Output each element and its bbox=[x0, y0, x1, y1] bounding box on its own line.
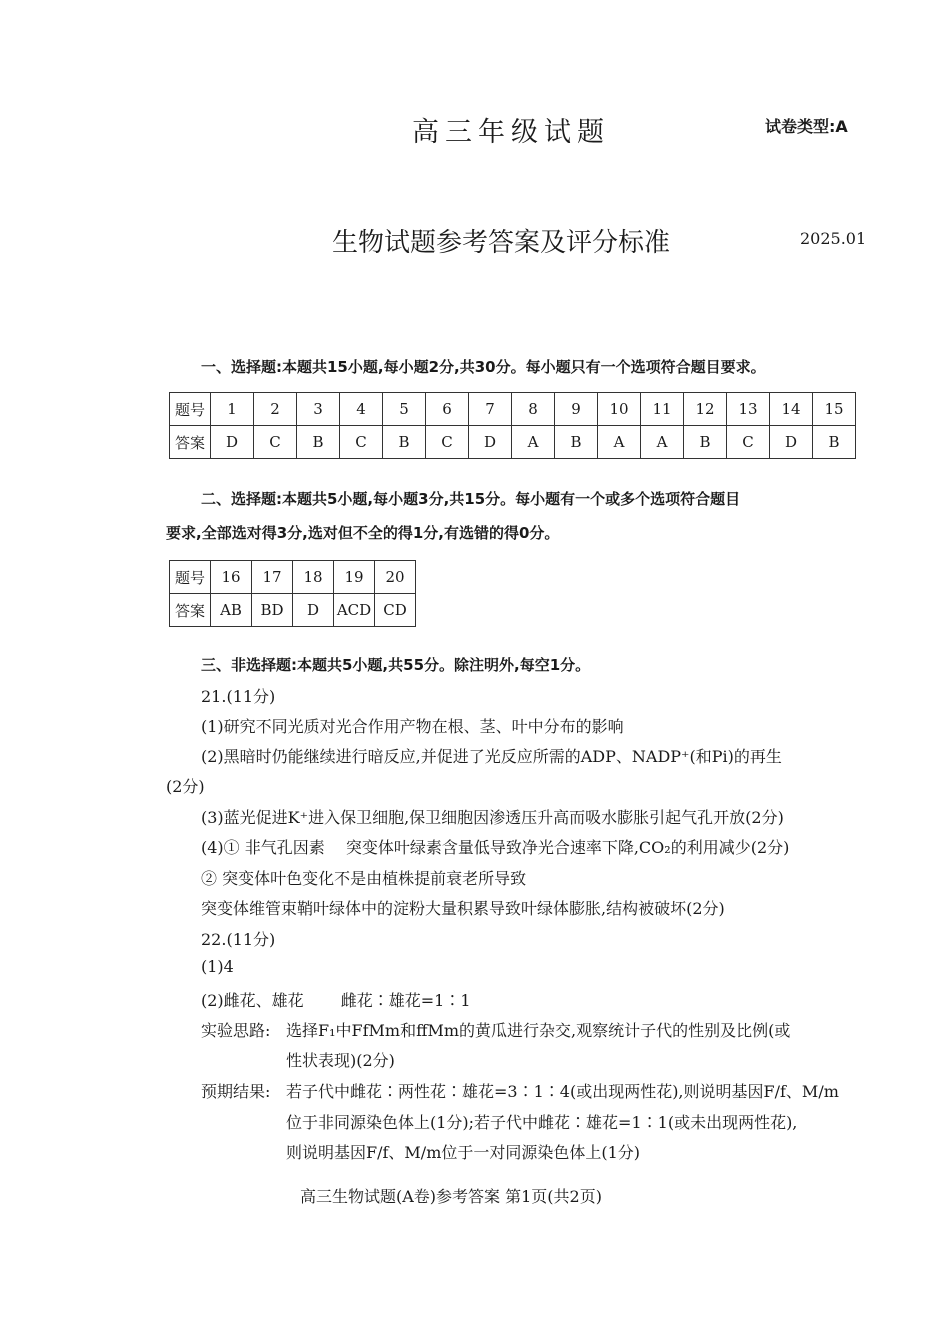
question-number: 5 bbox=[383, 393, 426, 426]
question-number: 12 bbox=[684, 393, 727, 426]
answer-cell: D bbox=[469, 426, 512, 459]
row-label-question: 题号 bbox=[170, 561, 211, 594]
q21-part1: (1)研究不同光质对光合作用产物在根、茎、叶中分布的影响 bbox=[201, 717, 624, 736]
section2-heading-line2: 要求,全部选对得3分,选对但不全的得1分,有选错的得0分。 bbox=[166, 524, 560, 542]
section1-heading: 一、选择题:本题共15小题,每小题2分,共30分。每小题只有一个选项符合题目要求。 bbox=[201, 358, 766, 376]
answer-cell: A bbox=[598, 426, 641, 459]
answer-cell: D bbox=[293, 594, 334, 627]
answer-cell: D bbox=[770, 426, 813, 459]
document-date: 2025.01 bbox=[800, 229, 867, 248]
experiment-idea-line1: 选择F₁中FfMm和ffMm的黄瓜进行杂交,观察统计子代的性别及比例(或 bbox=[286, 1021, 791, 1040]
answer-row bbox=[170, 426, 856, 459]
q21-part2-score: (2分) bbox=[166, 777, 205, 796]
question-number: 2 bbox=[254, 393, 297, 426]
expected-result-line3: 则说明基因F/f、M/m位于一对同源染色体上(1分) bbox=[286, 1143, 641, 1162]
expected-result-line2: 位于非同源染色体上(1分);若子代中雌花∶雄花=1∶1(或未出现两性花), bbox=[286, 1113, 798, 1132]
question-number: 1 bbox=[211, 393, 254, 426]
expected-result-label: 预期结果: bbox=[201, 1082, 271, 1101]
row-label-answer: 答案 bbox=[170, 594, 211, 627]
section1-answer-table bbox=[169, 392, 856, 459]
question-number: 8 bbox=[512, 393, 555, 426]
section3-heading: 三、非选择题:本题共5小题,共55分。除注明外,每空1分。 bbox=[201, 656, 591, 674]
q22-part1: (1)4 bbox=[201, 957, 234, 976]
question-number: 6 bbox=[426, 393, 469, 426]
question-number: 10 bbox=[598, 393, 641, 426]
answer-row bbox=[170, 594, 416, 627]
question-number: 15 bbox=[813, 393, 856, 426]
q21-part4-2: ② 突变体叶色变化不是由植株提前衰老所导致 bbox=[201, 869, 527, 888]
row-label-question: 题号 bbox=[170, 393, 211, 426]
answer-cell: BD bbox=[252, 594, 293, 627]
row-label-answer: 答案 bbox=[170, 426, 211, 459]
question-number: 19 bbox=[334, 561, 375, 594]
q21-title: 21.(11分) bbox=[201, 687, 276, 706]
answer-cell: C bbox=[727, 426, 770, 459]
question-number: 11 bbox=[641, 393, 684, 426]
question-number: 14 bbox=[770, 393, 813, 426]
expected-result-line1: 若子代中雌花∶两性花∶雄花=3∶1∶4(或出现两性花),则说明基因F/f、M/m bbox=[286, 1082, 839, 1101]
answer-cell: C bbox=[254, 426, 297, 459]
answer-cell: B bbox=[555, 426, 598, 459]
paper-type-label: 试卷类型:A bbox=[765, 117, 848, 136]
answer-cell: ACD bbox=[334, 594, 375, 627]
question-number: 9 bbox=[555, 393, 598, 426]
page-footer: 高三生物试题(A卷)参考答案 第1页(共2页) bbox=[300, 1187, 602, 1206]
q22-title: 22.(11分) bbox=[201, 930, 276, 949]
question-number: 20 bbox=[375, 561, 416, 594]
experiment-idea-line2: 性状表现)(2分) bbox=[286, 1051, 395, 1070]
answer-cell: A bbox=[512, 426, 555, 459]
answer-cell: A bbox=[641, 426, 684, 459]
question-number: 3 bbox=[297, 393, 340, 426]
answer-cell: CD bbox=[375, 594, 416, 627]
question-number-row bbox=[170, 393, 856, 426]
q21-part2: (2)黑暗时仍能继续进行暗反应,并促进了光反应所需的ADP、NADP⁺(和Pi)的再生 bbox=[201, 747, 782, 766]
q22-part2: (2)雌花、雄花 雌花∶雄花=1∶1 bbox=[201, 991, 471, 1010]
section2-heading-line1: 二、选择题:本题共5小题,每小题3分,共15分。每小题有一个或多个选项符合题目 bbox=[201, 490, 741, 508]
answer-cell: C bbox=[426, 426, 469, 459]
question-number: 13 bbox=[727, 393, 770, 426]
q21-part3: (3)蓝光促进K⁺进入保卫细胞,保卫细胞因渗透压升高而吸水膨胀引起气孔开放(2分) bbox=[201, 808, 784, 827]
section2-answer-table bbox=[169, 560, 416, 627]
experiment-idea-label: 实验思路: bbox=[201, 1021, 271, 1040]
answer-cell: AB bbox=[211, 594, 252, 627]
answer-cell: C bbox=[340, 426, 383, 459]
exam-header-title: 高三年级试题 bbox=[412, 117, 610, 148]
answer-cell: D bbox=[211, 426, 254, 459]
q21-part4: (4)① 非气孔因素 突变体叶绿素含量低导致净光合速率下降,CO₂的利用减少(2分) bbox=[201, 838, 790, 857]
question-number: 17 bbox=[252, 561, 293, 594]
answer-cell: B bbox=[813, 426, 856, 459]
question-number: 7 bbox=[469, 393, 512, 426]
question-number-row bbox=[170, 561, 416, 594]
answer-cell: B bbox=[684, 426, 727, 459]
answer-cell: B bbox=[383, 426, 426, 459]
q21-part4-3: 突变体维管束鞘叶绿体中的淀粉大量积累导致叶绿体膨胀,结构被破坏(2分) bbox=[201, 899, 725, 918]
document-title: 生物试题参考答案及评分标准 bbox=[332, 228, 671, 258]
question-number: 16 bbox=[211, 561, 252, 594]
question-number: 18 bbox=[293, 561, 334, 594]
answer-cell: B bbox=[297, 426, 340, 459]
question-number: 4 bbox=[340, 393, 383, 426]
